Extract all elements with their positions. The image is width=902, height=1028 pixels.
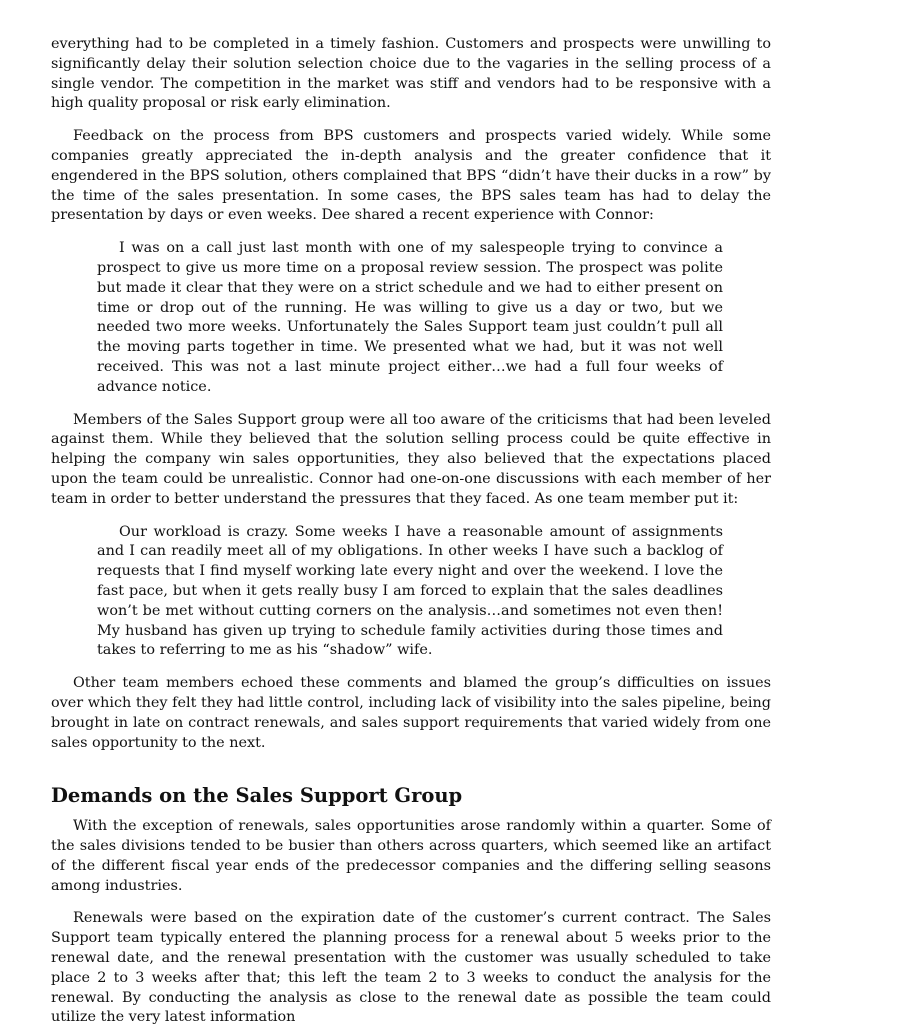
paragraph-sales-support-criticism: Members of the Sales Support group were all too aware of the criticisms that had been leveled against them. While they believed that the solution selling process could be quite effective in helping the company win sales opportunities, they also believed that the expectations placed upon the team could be unrealistic. Connor had one-on-one discussions with each member of her team in order to better understand the pressures that they faced. As one team member put it: [51, 411, 771, 507]
paragraph-timeliness: everything had to be completed in a timely fashion. Customers and prospects were unwilling to significantly delay their solution selection choice due to the vagaries in the selling process of a single vendor. The competition in the market was stiff and vendors had to be responsive with a high quality proposal or risk early elimination. [51, 36, 771, 112]
quote-team-member: Our workload is crazy. Some weeks I have a reasonable amount of assignments and I can readily meet all of my obligations. In other weeks I have such a backlog of requests that I find myself working late every night and over the weekend. I love the fast pace, but when it gets really busy I am forced to explain that the sales deadlines won’t be met without cutting corners on the analysis…and sometimes not even then! My husband has given up trying to schedule family activities during those times and takes to referring to me as his “shadow” wife. [97, 523, 723, 659]
paragraph-feedback: Feedback on the process from BPS customers and prospects varied widely. While some companies greatly appreciated the in-depth analysis and the greater confidence that it engendered in the BPS solution, others complained that BPS “didn’t have their ducks in a row” by the time of the sales presentation. In some cases, the BPS sales team has had to delay the presentation by days or even weeks. Dee shared a recent experience with Connor: [51, 128, 771, 224]
document-page [51, 35, 771, 1028]
section-heading: Demands on the Sales Support Group [51, 784, 463, 808]
quote-dee: I was on a call just last month with one of my salespeople trying to convince a prospect to give us more time on a proposal review session. The prospect was polite but made it clear that they were on a strict schedule and we had to either present on time or drop out of the running. He was willing to give us a day or two, but we needed two more weeks. Unfortunately the Sales Support team just couldn’t pull all the moving parts together in time. We presented what we had, but it was not well received. This was not a last minute project either…we had a full four weeks of advance notice. [97, 240, 723, 395]
paragraph-team-difficulties: Other team members echoed these comments and blamed the group’s difficulties on issues over which they felt they had little control, including lack of visibility into the sales pipeline, being brought in late on contract renewals, and sales support requirements that varied widely from one sales opportunity to the next. [51, 675, 771, 751]
paragraph-renewals: Renewals were based on the expiration date of the customer’s current contract. The Sales Support team typically entered the planning process for a renewal about 5 weeks prior to the renewal date, and the renewal presentation with the customer was usually scheduled to take place 2 to 3 weeks after that; this left the team 2 to 3 weeks to conduct the analysis for the renewal. By conducting the analysis as close to the renewal date as possible the team could utilize the very latest information [51, 910, 771, 1026]
paragraph-sales-opportunities: With the exception of renewals, sales opportunities arose randomly within a quarter. Some of the sales divisions tended to be busier than others across quarters, which seemed like an artifact of the different fiscal year ends of the predecessor companies and the differing selling seasons among industries. [51, 818, 771, 894]
